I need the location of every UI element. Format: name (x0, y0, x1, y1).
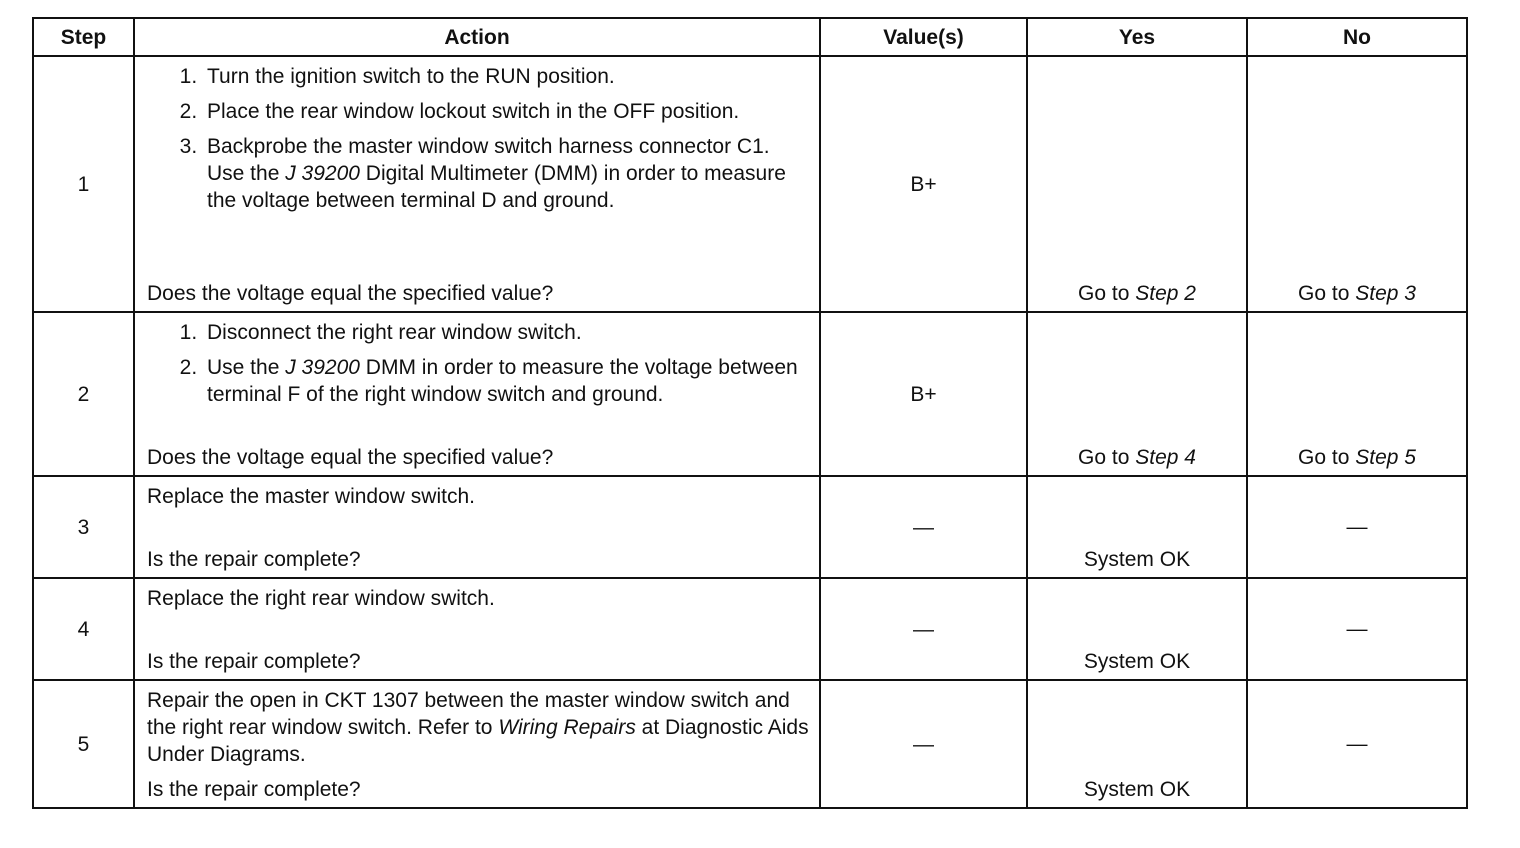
question-text: Does the voltage equal the specified value? (147, 446, 554, 469)
header-no: No (1247, 18, 1467, 56)
instruction-item: 2. Place the rear window lockout switch in the OFF position. (203, 98, 809, 125)
no-result: — (1346, 732, 1368, 756)
instruction-list (147, 63, 809, 214)
yes-result: Go to Step 2 (1078, 282, 1196, 305)
wiring-repairs-reference: Wiring Repairs (498, 716, 636, 739)
no-cell (1247, 680, 1467, 808)
tool-name: J 39200 (285, 162, 360, 185)
no-result: — (1346, 617, 1368, 641)
instruction-list (147, 319, 809, 408)
yes-cell (1027, 56, 1247, 312)
action-text: Replace the right rear window switch. (147, 587, 495, 610)
question-text: Is the repair complete? (147, 778, 361, 801)
yes-result: System OK (1083, 778, 1191, 801)
step-number: 5 (33, 680, 134, 808)
value-cell: — (820, 578, 1027, 680)
instruction-item: 2. Use the J 39200 DMM in order to measure the voltage between terminal F of the right window switch and ground. (203, 354, 809, 408)
table-row (33, 578, 1467, 680)
instruction-item: 1. Disconnect the right rear window switch. (203, 319, 809, 346)
tool-name: J 39200 (285, 356, 360, 379)
diagnostic-table (32, 17, 1468, 809)
step-number: 1 (33, 56, 134, 312)
step-number: 3 (33, 476, 134, 578)
no-cell (1247, 578, 1467, 680)
header-step: Step (33, 18, 134, 56)
no-cell (1247, 56, 1467, 312)
question-text: Is the repair complete? (147, 548, 361, 571)
action-text: Repair the open in CKT 1307 between the master window switch and the right rear window switch. Refer to Wiring Repairs at Diagnostic Aids Under Diagrams. (147, 689, 809, 766)
value-cell: — (820, 680, 1027, 808)
action-cell (134, 476, 820, 578)
step-number: 2 (33, 312, 134, 476)
yes-result: System OK (1083, 548, 1191, 571)
action-cell (134, 312, 820, 476)
value-cell: B+ (820, 56, 1027, 312)
no-result: — (1346, 515, 1368, 539)
yes-result: Go to Step 4 (1078, 446, 1196, 469)
no-result: Go to Step 3 (1298, 282, 1416, 305)
question-text: Is the repair complete? (147, 650, 361, 673)
table-row (33, 312, 1467, 476)
action-cell (134, 56, 820, 312)
yes-cell (1027, 312, 1247, 476)
table-row (33, 680, 1467, 808)
question-text: Does the voltage equal the specified value? (147, 282, 554, 305)
instruction-item: 1. Turn the ignition switch to the RUN position. (203, 63, 809, 90)
table-row (33, 56, 1467, 312)
header-row (33, 18, 1467, 56)
no-result: Go to Step 5 (1298, 446, 1416, 469)
table-row (33, 476, 1467, 578)
action-cell (134, 680, 820, 808)
instruction-item: 3. Backprobe the master window switch harness connector C1. Use the J 39200 Digital Multimeter (DMM) in order to measure the voltage between terminal D and ground. (203, 133, 809, 214)
value-cell: B+ (820, 312, 1027, 476)
header-values: Value(s) (820, 18, 1027, 56)
step-number: 4 (33, 578, 134, 680)
value-cell: — (820, 476, 1027, 578)
yes-cell (1027, 476, 1247, 578)
no-cell (1247, 476, 1467, 578)
yes-cell (1027, 578, 1247, 680)
no-cell (1247, 312, 1467, 476)
yes-result: System OK (1083, 650, 1191, 673)
action-text: Replace the master window switch. (147, 485, 475, 508)
header-yes: Yes (1027, 18, 1247, 56)
header-action: Action (134, 18, 820, 56)
yes-cell (1027, 680, 1247, 808)
action-cell (134, 578, 820, 680)
